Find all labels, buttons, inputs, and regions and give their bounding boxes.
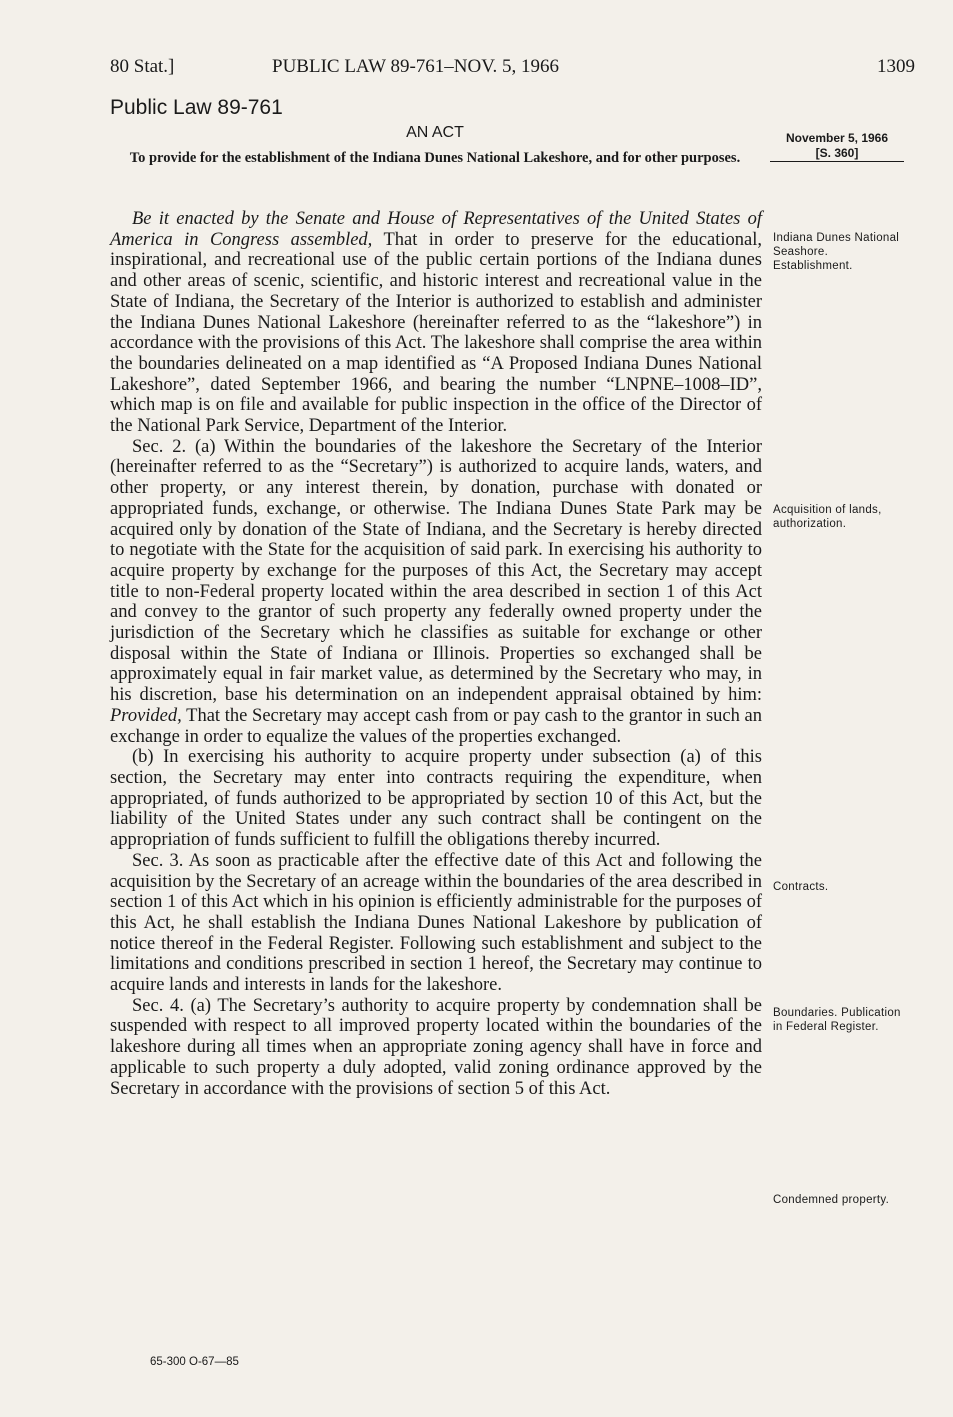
- section-2a-end: That the Secretary may accept cash from or pay cash to the grantor in such an exchange in order to equalize the values of the properties exchanged.: [110, 705, 763, 747]
- section-3: Sec. 3. As soon as practicable after the effective date of this Act and following the acquisition by the Secretary of an acreage within the boundaries of the area described in section 1 of this Act which in his opinion is efficiently administrable for the purposes of this Act, he shall establish the Indiana Dunes National Lakeshore by publication of notice thereof in the Federal Register. Following such establishment and subject to the limitations and conditions prescribed in section 1 hereof, the Secretary may continue to acquire lands and interests in lands for the lakeshore.: [110, 850, 762, 996]
- margin-note-contracts: Contracts.: [773, 881, 829, 893]
- margin-note-acquisition: Acquisition of lands, authorization.: [773, 504, 882, 530]
- section-4a: Sec. 4. (a) The Secretary’s authority to acquire property by condemnation shall be suspended with respect to all improved property located within the boundaries of the lakeshore during all times when an appropriate zoning agency shall have in force and applicable to such property a duly adopted, valid zoning ordinance approved by the Secretary in accordance with the provisions of section 5 of this Act.: [110, 995, 762, 1099]
- margin-note-condemned: Condemned property.: [773, 1194, 890, 1206]
- enacting-clause: Be it enacted by the Senate and House of Representatives of the United States of America in Congress assembled,: [110, 209, 762, 250]
- section-1: [110, 209, 762, 437]
- provided-clause: Provided,: [110, 705, 182, 726]
- statute-volume: 80 Stat.]: [110, 56, 175, 77]
- running-header: [110, 56, 915, 80]
- margin-note-boundaries: Boundaries. Publication in Federal Register.: [773, 1007, 901, 1033]
- page-number: 1309: [877, 56, 915, 77]
- section-2a: [110, 437, 762, 748]
- act-heading: AN ACT: [406, 124, 464, 141]
- public-law-label: Public Law 89-761: [110, 96, 283, 119]
- section-1-text: That in order to preserve for the educational, inspirational, and recreational use of the public certain portions of the Indiana dunes and other areas of scenic, scientific, and historic interest and recreational value in the State of Indiana, the Secretary of the Interior is authorized to establish and administer the Indiana Dunes National Lakeshore (hereinafter referred to as the “lakeshore”) in accordance with the provisions of this Act. The lakeshore shall comprise the area within the boundaries delineated on a map identified as “A Proposed Indiana Dunes National Lakeshore”, dated September 1966, and bearing the number “LNPNE–1008–ID”, which map is on file and available for public inspection in the office of the Director of the National Park Service, Department of the Interior.: [110, 229, 762, 437]
- bill-number: [S. 360]: [770, 146, 904, 162]
- enactment-date: November 5, 1966: [785, 131, 889, 145]
- running-title: PUBLIC LAW 89-761–NOV. 5, 1966: [272, 56, 560, 77]
- act-purpose: To provide for the establishment of the Indiana Dunes National Lakeshore, and for other purposes.: [129, 150, 741, 166]
- margin-note-establishment: Indiana Dunes National Seashore. Establishment.: [773, 232, 900, 272]
- section-2a-text: Sec. 2. (a) Within the boundaries of the lakeshore the Secretary of the Interior (hereinafter referred to as the “Secretary”) is authorized to acquire lands, waters, and other property, or any interest therein, by donation, purchase with donated or appropriated funds, exchange, or otherwise. The Indiana Dunes State Park may be acquired only by donation of the State of Indiana, and the Secretary is hereby directed to negotiate with the State for the acquisition of said park. In exercising his authority to acquire property by exchange for the purposes of this Act, the Secretary may accept title to non-Federal property located within the area described in section 1 of this Act and convey to the grantor of such property any federally owned property under the jurisdiction of the Secretary which he classifies as suitable for exchange or other disposal within the State of Indiana or Illinois. Properties so exchanged shall be approximately equal in fair market value, as determined by the Secretary who may, in his discretion, base his determination on an independent appraisal obtained by him:: [110, 436, 762, 706]
- statute-body: [110, 209, 762, 1099]
- print-code: 65-300 O-67—85: [150, 1356, 239, 1368]
- enactment-date-note: [770, 131, 904, 162]
- section-2b: (b) In exercising his authority to acquire property under subsection (a) of this section, the Secretary may enter into contracts requiring the expenditure, when appropriated, of funds authorized to be appropriated by section 10 of this Act, but the liability of the United States under any such contract shall be contingent on the appropriation of funds sufficient to fulfill the obligations thereby incurred.: [110, 747, 762, 851]
